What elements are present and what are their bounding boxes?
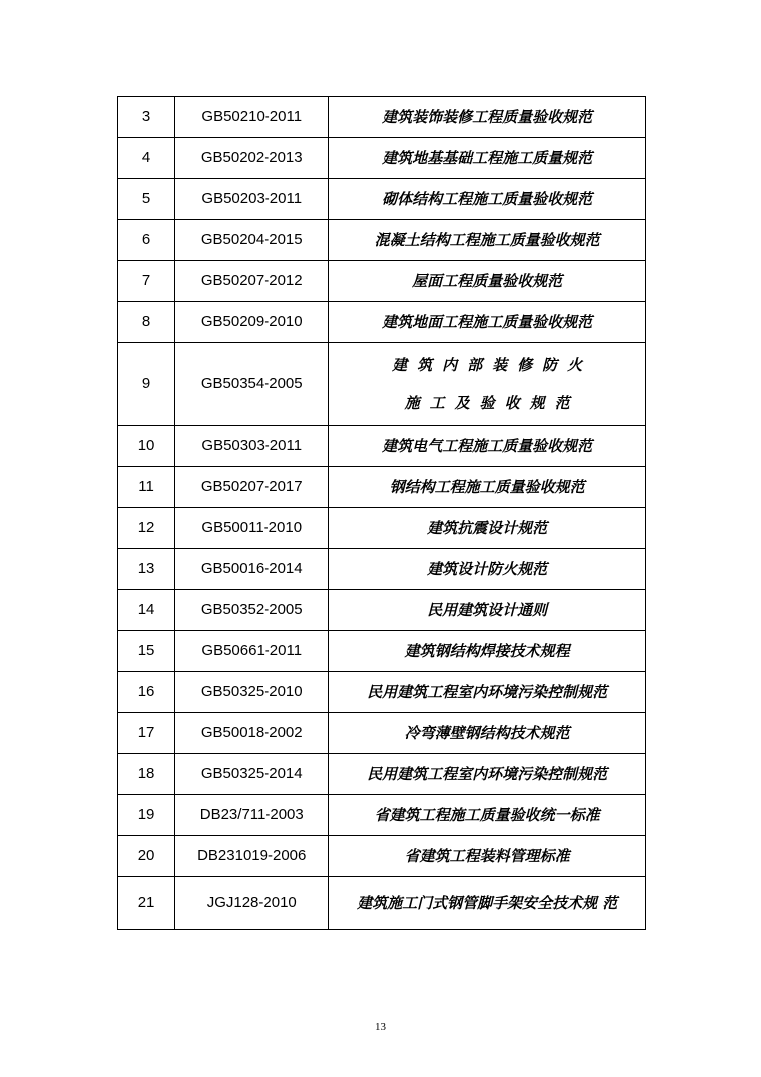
standard-code: GB50202-2013	[175, 138, 329, 179]
row-number: 15	[118, 631, 175, 672]
table-row	[118, 631, 646, 672]
standard-code: GB50325-2010	[175, 672, 329, 713]
standard-name: 建筑地基基础工程施工质量规范	[329, 138, 646, 179]
table-row	[118, 877, 646, 930]
row-number: 12	[118, 508, 175, 549]
standard-code: GB50207-2012	[175, 261, 329, 302]
standard-code: GB50352-2005	[175, 590, 329, 631]
standard-name: 民用建筑工程室内环境污染控制规范	[329, 672, 646, 713]
standard-code: GB50303-2011	[175, 426, 329, 467]
table-row	[118, 713, 646, 754]
standard-code: DB231019-2006	[175, 836, 329, 877]
standard-name: 建筑钢结构焊接技术规程	[329, 631, 646, 672]
table-row	[118, 590, 646, 631]
standard-name: 冷弯薄壁钢结构技术规范	[329, 713, 646, 754]
row-number: 13	[118, 549, 175, 590]
standard-name: 建筑电气工程施工质量验收规范	[329, 426, 646, 467]
row-number: 14	[118, 590, 175, 631]
row-number: 17	[118, 713, 175, 754]
standard-name-line-1: 建筑内部装修防火	[392, 356, 593, 374]
standard-name: 混凝土结构工程施工质量验收规范	[329, 220, 646, 261]
standard-name: 建筑施工门式钢管脚手架安全技术规 范	[329, 877, 646, 930]
row-number: 7	[118, 261, 175, 302]
row-number: 11	[118, 467, 175, 508]
row-number: 6	[118, 220, 175, 261]
row-number: 10	[118, 426, 175, 467]
row-number: 4	[118, 138, 175, 179]
table-row	[118, 672, 646, 713]
table-row	[118, 549, 646, 590]
table-row	[118, 426, 646, 467]
standard-name: 建筑地面工程施工质量验收规范	[329, 302, 646, 343]
standard-name	[329, 343, 646, 426]
standard-name: 建筑抗震设计规范	[329, 508, 646, 549]
standard-code: GB50011-2010	[175, 508, 329, 549]
standard-code: DB23/711-2003	[175, 795, 329, 836]
row-number: 9	[118, 343, 175, 426]
standard-name: 砌体结构工程施工质量验收规范	[329, 179, 646, 220]
standard-name-line-2: 施工及验收规范	[404, 394, 580, 412]
row-number: 20	[118, 836, 175, 877]
standard-code: GB50204-2015	[175, 220, 329, 261]
table-row	[118, 754, 646, 795]
row-number: 3	[118, 97, 175, 138]
row-number: 8	[118, 302, 175, 343]
page-number: 13	[375, 1021, 386, 1033]
row-number: 16	[118, 672, 175, 713]
table-row	[118, 467, 646, 508]
row-number: 21	[118, 877, 175, 930]
standard-name: 建筑设计防火规范	[329, 549, 646, 590]
standard-name: 建筑装饰装修工程质量验收规范	[329, 97, 646, 138]
standard-code: GB50661-2011	[175, 631, 329, 672]
row-number: 18	[118, 754, 175, 795]
standard-name: 钢结构工程施工质量验收规范	[329, 467, 646, 508]
standard-code: GB50207-2017	[175, 467, 329, 508]
standard-name: 民用建筑工程室内环境污染控制规范	[329, 754, 646, 795]
standard-code: JGJ128-2010	[175, 877, 329, 930]
row-number: 5	[118, 179, 175, 220]
table-row	[118, 302, 646, 343]
standard-code: GB50209-2010	[175, 302, 329, 343]
table-row	[118, 343, 646, 426]
standard-name: 民用建筑设计通则	[329, 590, 646, 631]
table-row	[118, 220, 646, 261]
standard-code: GB50018-2002	[175, 713, 329, 754]
standard-code: GB50354-2005	[175, 343, 329, 426]
standards-table	[117, 96, 646, 930]
table-row	[118, 836, 646, 877]
table-row	[118, 261, 646, 302]
table-row	[118, 508, 646, 549]
standard-name: 省建筑工程施工质量验收统一标准	[329, 795, 646, 836]
standard-name: 省建筑工程装料管理标准	[329, 836, 646, 877]
standard-code: GB50016-2014	[175, 549, 329, 590]
table-row	[118, 97, 646, 138]
standard-code: GB50203-2011	[175, 179, 329, 220]
row-number: 19	[118, 795, 175, 836]
table-row	[118, 138, 646, 179]
table-row	[118, 795, 646, 836]
standard-code: GB50210-2011	[175, 97, 329, 138]
standard-code: GB50325-2014	[175, 754, 329, 795]
table-row	[118, 179, 646, 220]
standard-name: 屋面工程质量验收规范	[329, 261, 646, 302]
